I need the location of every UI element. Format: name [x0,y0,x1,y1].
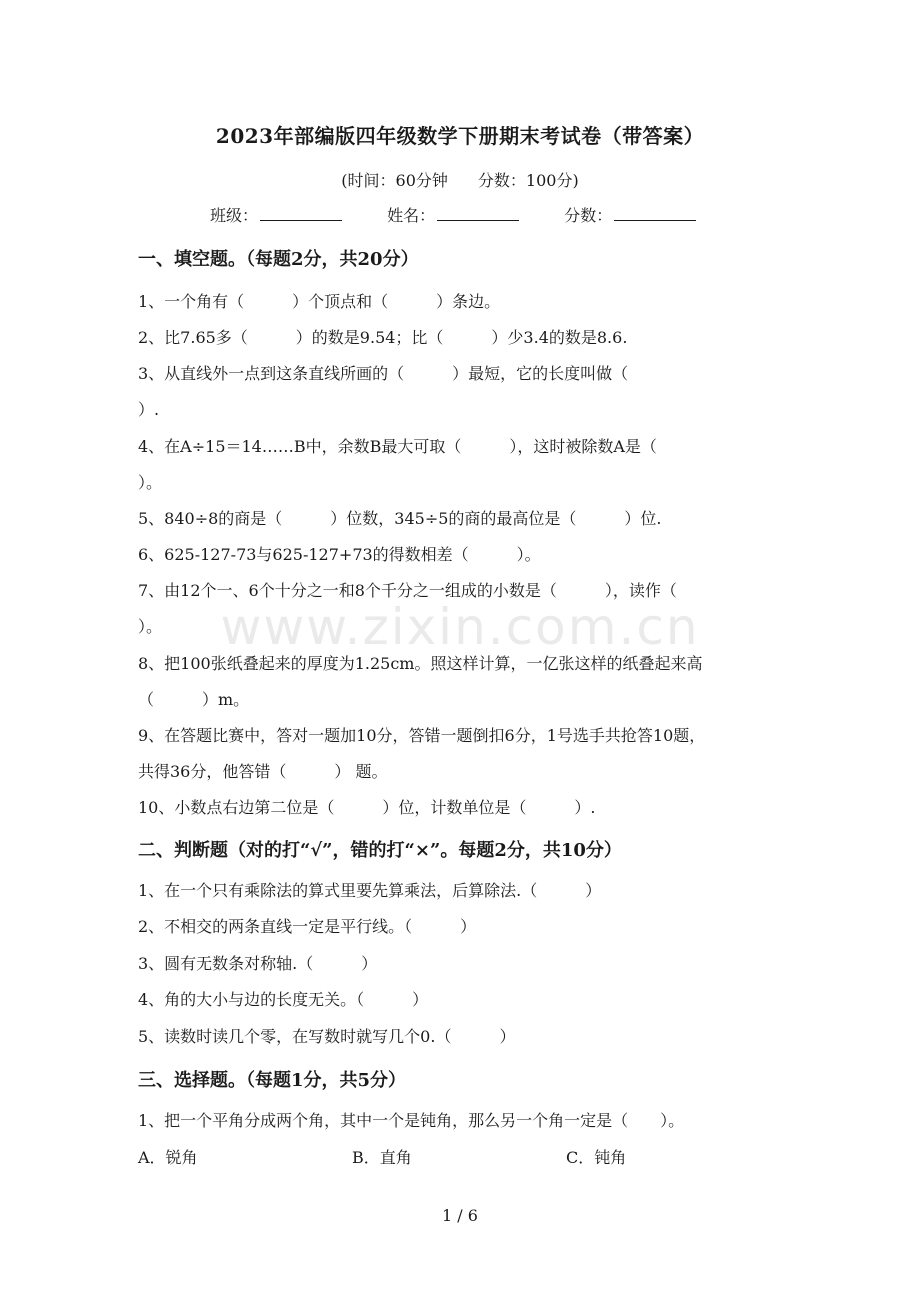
exam-meta [0,168,920,191]
score-blank [614,206,696,221]
score-field [564,203,696,226]
question-line: 1、一个角有（ ）个顶点和（ ）条边。 [138,292,501,311]
question-line: ）。 [138,617,163,636]
question-line: 9、在答题比赛中，答对一题加10分，答错一题倒扣6分，1号选手共抢答10题， [138,726,706,745]
section-heading-true-false: 二、判断题（对的打“√”，错的打“×”。每题2分，共10分） [138,840,622,861]
page-number: 1 / 6 [442,1206,478,1225]
document-title: 2023年部编版四年级数学下册期末考试卷（带答案） [215,124,705,148]
question-line: 5、840÷8的商是（ ）位数，345÷5的商的最高位是（ ）位. [138,509,662,528]
name-field [387,203,519,226]
question-line: 6、625-127-73与625-127+73的得数相差（ ）。 [138,545,541,564]
option-b: B．直角 [352,1148,412,1167]
class-field [210,203,342,226]
question-line: 4、在A÷15＝14……B中，余数B最大可取（ ），这时被除数A是（ [138,437,657,456]
student-info-line [210,203,736,226]
class-blank [260,206,342,221]
question-line: 3、圆有无数条对称轴.（ ） [138,954,378,973]
option-c: C．钝角 [566,1148,627,1167]
score-label: 分数： [564,206,613,225]
name-blank [437,206,519,221]
section-heading-fill-in: 一、填空题。（每题2分，共20分） [138,249,419,270]
exam-total-score: 分数：100分) [477,171,579,190]
watermark: www.zixin.com.cn [220,598,700,656]
question-line: ）。 [138,473,163,492]
question-line: ）. [138,400,160,419]
option-a: A．锐角 [138,1148,198,1167]
name-label: 姓名： [387,206,436,225]
question-line: 2、不相交的两条直线一定是平行线。（ ） [138,917,477,936]
question-line: 1、把一个平角分成两个角，其中一个是钝角，那么另一个角一定是（ ）。 [138,1111,685,1130]
question-line: 10、小数点右边第二位是（ ）位，计数单位是（ ）. [138,798,596,817]
section-heading-multiple-choice: 三、选择题。（每题1分，共5分） [138,1070,407,1091]
question-line: 共得36分，他答错（ ） 题。 [138,762,388,781]
question-line: （ ）m。 [138,690,250,709]
class-label: 班级： [210,206,259,225]
question-line: 7、由12个一、6个十分之一和8个千分之一组成的小数是（ ），读作（ [138,581,677,600]
question-line: 4、角的大小与边的长度无关。（ ） [138,990,429,1009]
question-line: 3、从直线外一点到这条直线所画的（ ）最短，它的长度叫做（ [138,364,629,383]
question-line: 5、读数时读几个零，在写数时就写几个0.（ ） [138,1027,516,1046]
question-line: 8、把100张纸叠起来的厚度为1.25cm。照这样计算，一亿张这样的纸叠起来高 [138,654,703,673]
exam-time: (时间：60分钟 [341,171,448,190]
question-line: 2、比7.65多（ ）的数是9.54；比（ ）少3.4的数是8.6. [138,328,628,347]
question-line: 1、在一个只有乘除法的算式里要先算乘法，后算除法.（ ） [138,881,602,900]
